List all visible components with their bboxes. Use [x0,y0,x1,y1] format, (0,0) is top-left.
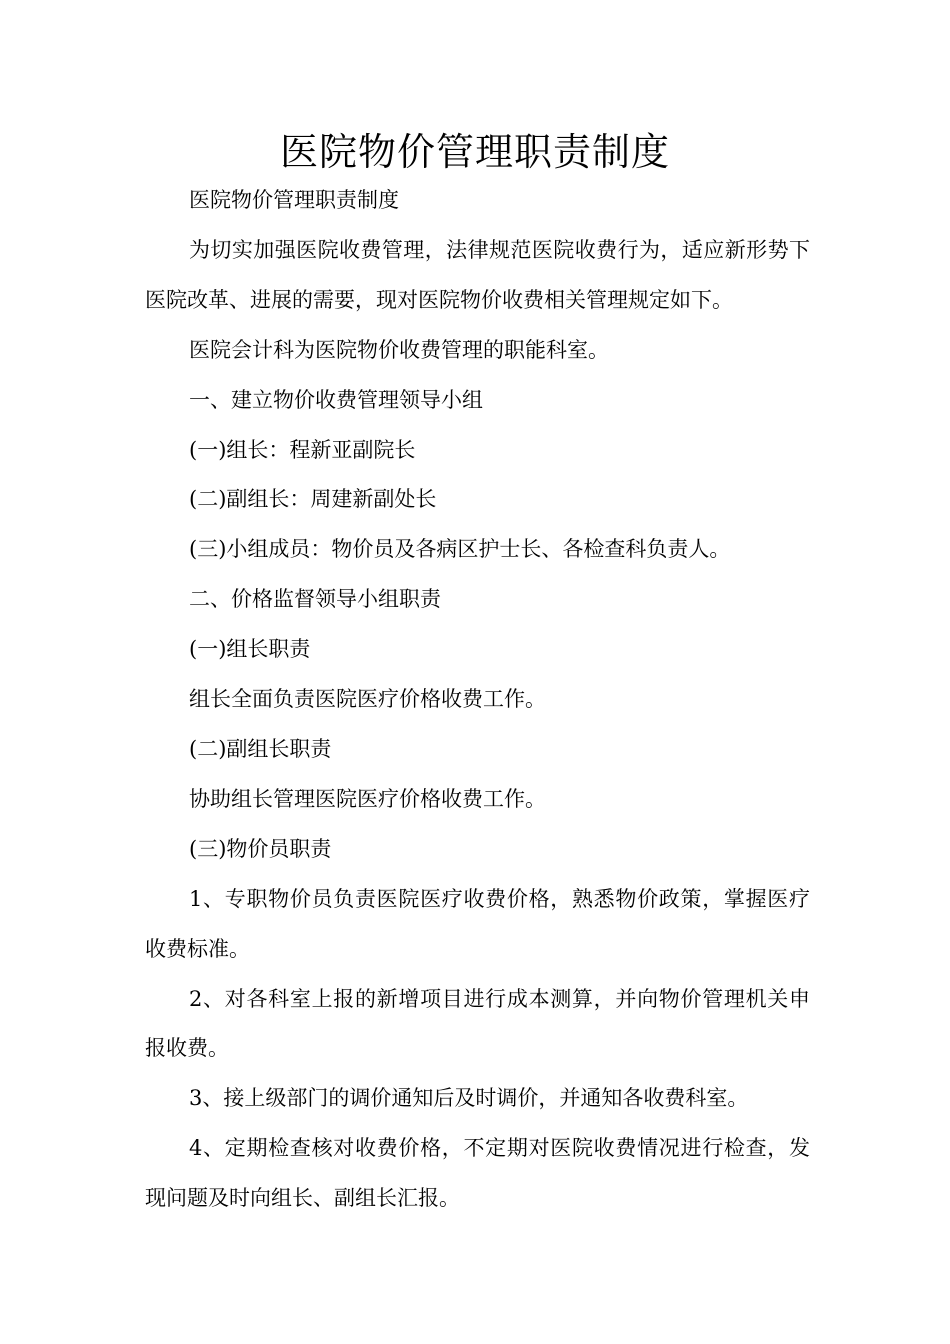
paragraph: (一)组长：程新亚副院长 [189,437,416,462]
list-item: 1、专职物价员负责医院医疗收费价格，熟悉物价政策，掌握医疗收费标准。 [145,886,810,961]
section-heading: 一、建立物价收费管理领导小组 [189,387,483,412]
paragraph: (三)小组成员：物价员及各病区护士长、各检查科负责人。 [189,537,731,562]
subsection-heading: (二)副组长职责 [189,736,332,761]
list-item: 3、接上级部门的调价通知后及时调价，并通知各收费科室。 [189,1086,749,1111]
paragraph: 组长全面负责医院医疗价格收费工作。 [189,687,546,712]
section-heading: 二、价格监督领导小组职责 [189,587,441,612]
subsection-heading: (一)组长职责 [189,637,311,662]
paragraph: 医院会计科为医院物价收费管理的职能科室。 [189,337,609,362]
list-item: 2、对各科室上报的新增项目进行成本测算，并向物价管理机关申报收费。 [145,986,810,1061]
document-body [145,176,810,1224]
document-title: 医院物价管理职责制度 [279,130,670,174]
subsection-heading: (三)物价员职责 [189,836,332,861]
paragraph: 医院物价管理职责制度 [189,188,399,212]
paragraph: (二)副组长：周建新副处长 [189,487,437,512]
paragraph: 为切实加强医院收费管理，法律规范医院收费行为，适应新形势下医院改革、进展的需要，现对医院物价收费相关管理规定如下。 [145,237,810,312]
paragraph: 协助组长管理医院医疗价格收费工作。 [189,786,546,811]
list-item: 4、定期检查核对收费价格，不定期对医院收费情况进行检查，发现问题及时向组长、副组长汇报。 [145,1136,810,1211]
